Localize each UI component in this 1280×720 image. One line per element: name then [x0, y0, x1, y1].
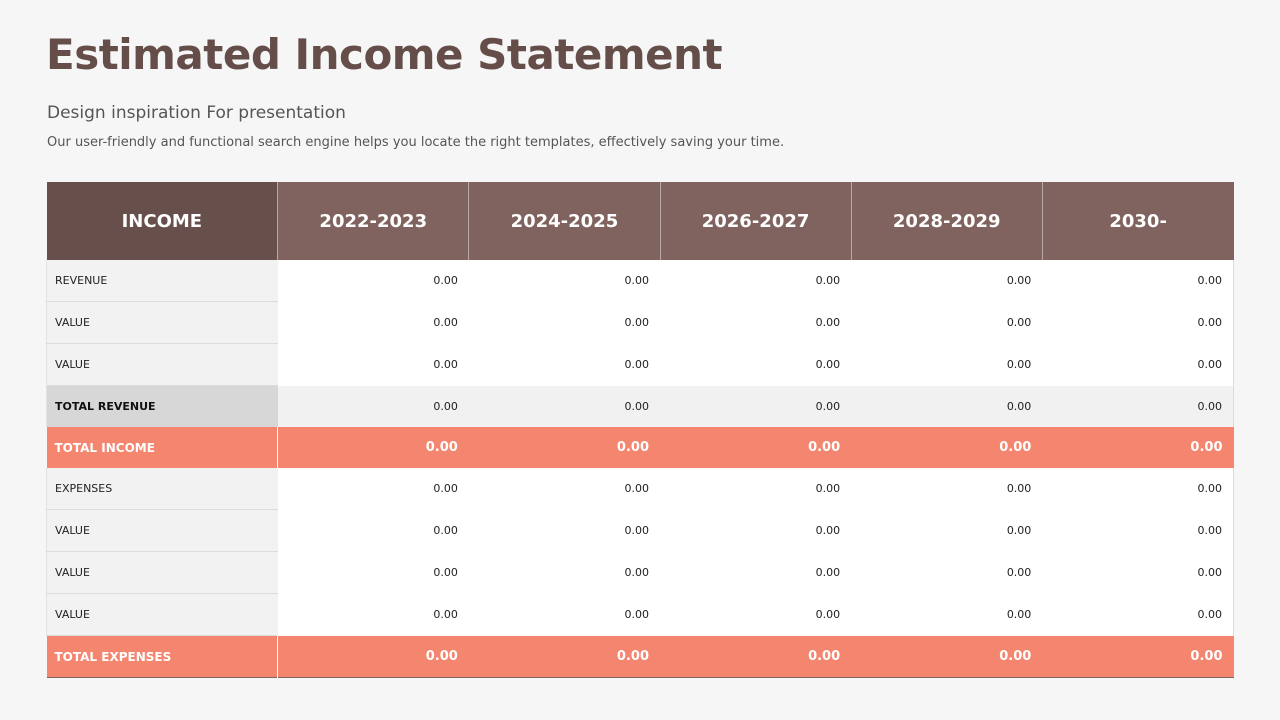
cell-value: 0.00: [660, 594, 851, 636]
row-value: [47, 552, 1234, 594]
row-label: VALUE: [47, 594, 278, 636]
row-value: [47, 510, 1234, 552]
row-label: VALUE: [47, 552, 278, 594]
cell-value: 0.00: [1042, 510, 1233, 552]
cell-value: 0.00: [469, 636, 660, 678]
cell-value: 0.00: [278, 386, 469, 428]
header-income: INCOME: [47, 182, 278, 260]
cell-value: 0.00: [660, 552, 851, 594]
row-value: [47, 594, 1234, 636]
row-expenses: [47, 468, 1234, 510]
cell-value: 0.00: [660, 427, 851, 468]
row-label: TOTAL REVENUE: [47, 386, 278, 428]
cell-value: 0.00: [660, 344, 851, 386]
cell-value: 0.00: [851, 386, 1042, 428]
cell-value: 0.00: [851, 636, 1042, 678]
page-subtitle: Design inspiration For presentation: [47, 103, 346, 123]
cell-value: 0.00: [660, 636, 851, 678]
cell-value: 0.00: [469, 386, 660, 428]
cell-value: 0.00: [851, 594, 1042, 636]
row-label: VALUE: [47, 302, 278, 344]
cell-value: 0.00: [278, 594, 469, 636]
cell-value: 0.00: [469, 427, 660, 468]
cell-value: 0.00: [469, 468, 660, 510]
cell-value: 0.00: [469, 302, 660, 344]
cell-value: 0.00: [851, 468, 1042, 510]
cell-value: 0.00: [851, 344, 1042, 386]
cell-value: 0.00: [1042, 386, 1233, 428]
page-title: Estimated Income Statement: [46, 30, 723, 79]
cell-value: 0.00: [660, 386, 851, 428]
row-label: TOTAL INCOME: [47, 427, 278, 468]
header-2022-2023: 2022-2023: [278, 182, 469, 260]
cell-value: 0.00: [278, 344, 469, 386]
row-label: VALUE: [47, 344, 278, 386]
header-2028-2029: 2028-2029: [851, 182, 1042, 260]
cell-value: 0.00: [1042, 427, 1233, 468]
row-revenue: [47, 260, 1234, 302]
header-row: [47, 182, 1234, 260]
header-2030: 2030-: [1042, 182, 1233, 260]
cell-value: 0.00: [1042, 260, 1233, 302]
cell-value: 0.00: [469, 552, 660, 594]
cell-value: 0.00: [469, 594, 660, 636]
cell-value: 0.00: [660, 510, 851, 552]
cell-value: 0.00: [851, 510, 1042, 552]
cell-value: 0.00: [851, 552, 1042, 594]
row-value: [47, 302, 1234, 344]
cell-value: 0.00: [278, 552, 469, 594]
cell-value: 0.00: [660, 302, 851, 344]
header-2026-2027: 2026-2027: [660, 182, 851, 260]
page-description: Our user-friendly and functional search engine helps you locate the right templates, effectively saving your time.: [47, 135, 785, 150]
row-total-revenue: [47, 386, 1234, 428]
row-total-income: [47, 427, 1234, 468]
cell-value: 0.00: [1042, 344, 1233, 386]
cell-value: 0.00: [1042, 594, 1233, 636]
cell-value: 0.00: [660, 468, 851, 510]
cell-value: 0.00: [851, 260, 1042, 302]
cell-value: 0.00: [278, 302, 469, 344]
cell-value: 0.00: [278, 427, 469, 468]
cell-value: 0.00: [278, 468, 469, 510]
header-2024-2025: 2024-2025: [469, 182, 660, 260]
cell-value: 0.00: [1042, 552, 1233, 594]
cell-value: 0.00: [469, 344, 660, 386]
row-label: TOTAL EXPENSES: [47, 636, 278, 678]
row-label: REVENUE: [47, 260, 278, 302]
row-label: VALUE: [47, 510, 278, 552]
cell-value: 0.00: [1042, 302, 1233, 344]
cell-value: 0.00: [1042, 468, 1233, 510]
cell-value: 0.00: [278, 636, 469, 678]
cell-value: 0.00: [1042, 636, 1233, 678]
cell-value: 0.00: [469, 260, 660, 302]
table-header: [47, 182, 1234, 260]
cell-value: 0.00: [660, 260, 851, 302]
table-body: [47, 260, 1234, 678]
cell-value: 0.00: [851, 302, 1042, 344]
cell-value: 0.00: [851, 427, 1042, 468]
row-total-expenses: [47, 636, 1234, 678]
row-value: [47, 344, 1234, 386]
income-statement-table: [46, 182, 1234, 678]
cell-value: 0.00: [469, 510, 660, 552]
cell-value: 0.00: [278, 260, 469, 302]
cell-value: 0.00: [278, 510, 469, 552]
row-label: EXPENSES: [47, 468, 278, 510]
